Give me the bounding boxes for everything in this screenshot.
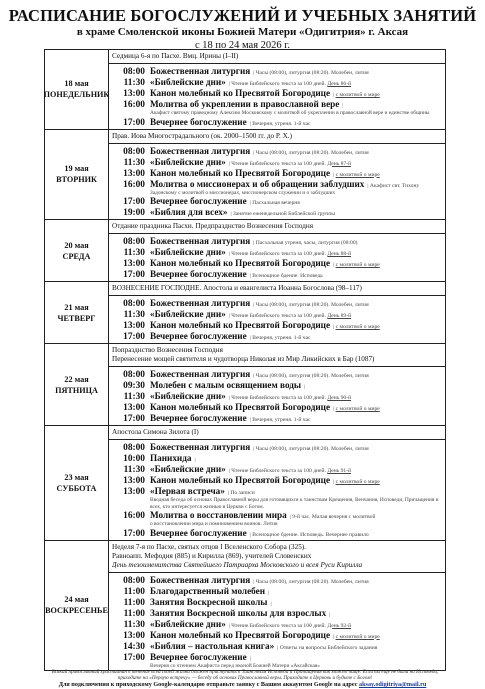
event-note: | с молитвой о мире — [333, 262, 380, 268]
event-note: | Вечерня, утреня. 1-й час — [249, 120, 311, 127]
event-list — [109, 64, 445, 129]
event-note: | — [194, 457, 196, 463]
event-time: 11:00 — [123, 586, 145, 597]
event-note-text: Всенощное бдение. Исповедь — [252, 273, 323, 279]
event-row — [109, 369, 445, 380]
event-time: 13:00 — [123, 630, 145, 641]
event-row — [109, 247, 445, 258]
event-row — [109, 630, 445, 641]
event-row — [109, 157, 445, 168]
day-cell — [45, 130, 109, 220]
event-note: | Чтение Библейского текста за 100 дней. День 88-й — [228, 251, 352, 257]
event-link[interactable]: День 92-й — [327, 622, 352, 629]
event-title: Вечернее богослужение — [150, 527, 247, 538]
feast-line — [109, 344, 445, 367]
event-note: | — [249, 655, 251, 662]
event-title: Вечернее богослужение — [150, 331, 247, 341]
event-link[interactable]: с молитвой о мире — [335, 479, 380, 485]
event-title: «Библейские дни» — [150, 391, 226, 401]
event-title: «Библейские дни» — [150, 247, 226, 257]
feast-text: Апостола Симона Зилота (I) — [112, 428, 199, 436]
event-time: 13:00 — [123, 403, 145, 413]
event-time: 11:00 — [123, 608, 145, 619]
event-note-text: Занятие еженедельной Библейской группы — [233, 211, 336, 217]
feast-text: Попразднство Вознесения Господня — [112, 346, 223, 354]
event-note: | — [329, 611, 331, 618]
feast-text: Прав. Иова Многострадального (ок. 2000–1500 гг. до Р. Х.) — [112, 131, 292, 140]
day-date: 20 мая — [64, 240, 89, 250]
event-time: 17:00 — [123, 197, 145, 207]
event-row — [109, 77, 445, 88]
event-row — [109, 99, 445, 110]
event-row — [109, 207, 445, 218]
event-list — [109, 144, 445, 220]
event-note-text: Часы (08:00), литургия (08:20). Молебен, лития — [255, 578, 369, 585]
day-date: 19 мая — [64, 164, 89, 174]
event-note-text: Чтение Библейского текста за 100 дней. — [231, 81, 328, 87]
feast-line — [109, 426, 445, 440]
feast-text: День тезоименитства Святейшего Патриарха Московского и всея Руси Кирилла — [112, 560, 363, 569]
events-cell — [109, 282, 445, 343]
event-title: Божественная литургия — [150, 66, 251, 76]
feast-text: Равноапп. Мефодия (885) и Кирилла (869), учителей Словенских — [112, 551, 312, 560]
event-row — [109, 146, 445, 157]
event-note-text: Чтение Библейского текста за 100 дней. — [231, 313, 328, 319]
calendar-subscribe-text: Для подключения к приходскому Google-календарю отправьте заявку с Вашим аккаунтом Google на адрес — [58, 681, 359, 688]
event-time: 17:00 — [123, 332, 145, 342]
event-time: 13:00 — [123, 321, 145, 331]
day-weekday: СУББОТА — [56, 483, 97, 493]
event-row — [109, 641, 445, 652]
event-row — [109, 298, 445, 309]
event-title: «Библейские дни» — [150, 77, 226, 87]
day-weekday: ВТОРНИК — [56, 175, 97, 185]
event-note: | Чтение Библейского текста за 100 дней. День 86-й — [228, 81, 352, 87]
event-note: | Часы (08:00), литургия (08:20). Молебен, лития — [253, 373, 369, 379]
day-block — [45, 281, 445, 343]
event-note: | Пасхальная утреня, часы, литургия (08:00) — [253, 240, 358, 246]
event-time: 17:00 — [123, 270, 145, 280]
event-title: Вечернее богослужение — [150, 116, 247, 127]
event-row — [109, 309, 445, 320]
event-note-text: По записи — [230, 490, 255, 496]
event-row — [109, 575, 445, 586]
event-time: 13:00 — [123, 476, 145, 486]
event-link[interactable]: День 87-й — [327, 160, 352, 167]
event-note: | — [304, 384, 306, 390]
event-title: «Библия – настольная книга» — [150, 640, 275, 651]
day-block — [45, 343, 445, 425]
event-title: Канон молебный ко Пресвятой Богородице — [150, 402, 331, 412]
event-note: | По записи — [227, 490, 255, 496]
event-note-text: Часы (08:00), литургия (08:20). Молебен, лития — [255, 70, 369, 76]
day-weekday: СРЕДА — [62, 251, 91, 261]
day-cell — [45, 344, 109, 425]
events-cell — [109, 426, 445, 540]
event-note-text: Часы (08:00), литургия (08:20). Молебен, лития — [255, 302, 369, 308]
event-row — [109, 179, 445, 190]
event-row — [109, 320, 445, 331]
event-time: 09:30 — [123, 381, 145, 391]
event-title: Канон молебный ко Пресвятой Богородице — [150, 88, 331, 98]
event-row — [109, 236, 445, 247]
day-block — [45, 50, 445, 129]
day-weekday: ЧЕТВЕРГ — [57, 313, 96, 323]
event-row — [109, 331, 445, 342]
schedule-title: РАСПИСАНИЕ БОГОСЛУЖЕНИЙ И УЧЕБНЫХ ЗАНЯТИЙ — [8, 6, 477, 25]
event-note: | Часы (08:00), литургия (08:20). Молебен, лития — [253, 446, 369, 452]
events-cell — [109, 344, 445, 425]
event-row — [109, 66, 445, 77]
day-weekday: ПОНЕДЕЛЬНИК — [43, 90, 110, 100]
event-note: | 9-й час. Малая вечерня с молитвой — [289, 514, 376, 520]
event-row — [109, 475, 445, 486]
event-row — [109, 597, 445, 608]
event-time: 11:00 — [123, 597, 145, 608]
event-note: | Вечерня, утреня. 1-й час — [249, 417, 311, 423]
event-note: | Чтение Библейского текста за 100 дней. День 90-й — [228, 395, 352, 401]
event-row — [109, 117, 445, 128]
event-time: 17:00 — [123, 528, 145, 539]
event-title: Молитва об укреплении в православной вере — [150, 99, 340, 109]
event-time: 13:00 — [123, 89, 145, 99]
event-row — [109, 586, 445, 597]
day-block — [45, 540, 445, 671]
day-block — [45, 129, 445, 220]
event-list — [109, 573, 445, 671]
event-title: Молитва о восстановлении мира — [150, 510, 287, 520]
event-title: Канон молебный ко Пресвятой Богородице — [150, 258, 331, 268]
event-title: Божественная литургия — [150, 145, 251, 156]
event-time: 13:00 — [123, 259, 145, 269]
event-note: | — [342, 103, 344, 109]
event-note: | с молитвой о мире — [333, 324, 380, 330]
day-cell — [45, 426, 109, 540]
feast-text: Перенесение мощей святителя и чудотворца Николая из Мир Ликийских в Бар (1087) — [112, 355, 375, 363]
event-subnote: Вечерня со чтением Акафиста перед иконой Божией Матери «Аксайская» — [150, 662, 320, 669]
event-title: Занятия Воскресной школы для взрослых — [150, 607, 327, 618]
event-title: Вечернее богослужение — [150, 651, 247, 662]
event-link[interactable]: День 90-й — [327, 395, 352, 401]
event-title: «Библия для всех» — [150, 207, 228, 217]
events-cell — [109, 130, 445, 220]
event-note: | с молитвой о мире — [333, 171, 380, 178]
day-date: 22 мая — [64, 374, 89, 384]
event-note: | Часы (08:00), литургия (08:20). Молебен, лития — [253, 578, 369, 585]
event-note-text: Вечерня, утреня. 1-й час — [252, 120, 311, 127]
event-time: 13:00 — [123, 168, 145, 179]
event-time: 14:30 — [123, 641, 145, 652]
day-cell — [45, 282, 109, 343]
day-cell — [45, 220, 109, 281]
event-time: 08:00 — [123, 237, 145, 247]
feast-line — [109, 130, 445, 144]
event-link[interactable]: День 89-й — [327, 313, 352, 319]
event-link[interactable]: День 91-й — [327, 468, 352, 474]
event-link[interactable]: День 88-й — [327, 251, 352, 257]
event-note-text: 9-й час. Малая вечерня с молитвой — [292, 514, 376, 520]
event-note-text: Часы (08:00), литургия (08:20). Молебен, лития — [255, 446, 369, 452]
event-row — [109, 453, 445, 464]
event-note-text: Вечерня, утреня. 1-й час — [252, 417, 311, 423]
event-subnote: Акафист святому праведному Алексию Московскому с молитвой об укреплении в православной вере и единстве общины — [150, 110, 430, 116]
day-date: 24 мая — [64, 595, 89, 605]
event-note-text: Вечерня, утреня. 1-й час — [252, 335, 311, 341]
day-cell — [45, 50, 109, 129]
event-time: 16:00 — [123, 179, 145, 190]
event-note-text: Чтение Библейского текста за 100 дней. — [231, 251, 328, 257]
event-link[interactable]: День 86-й — [327, 81, 352, 87]
event-title: Канон молебный ко Пресвятой Богородице — [150, 320, 331, 330]
day-date: 23 мая — [64, 472, 89, 482]
day-block — [45, 425, 445, 540]
event-link[interactable]: с молитвой о мире — [335, 92, 380, 98]
events-cell — [109, 50, 445, 129]
event-note-text: Чтение Библейского текста за 100 дней. — [231, 160, 328, 167]
event-time: 08:00 — [123, 370, 145, 380]
feast-line — [109, 220, 445, 234]
event-time: 08:00 — [123, 443, 145, 453]
event-subnote: Вводная беседа об основах Православной веры для готовящихся к таинствам Крещения, Венчания, Исповеди, Причащения и всех, кто интересуется жизнью в Церкви с Богом. — [150, 497, 439, 510]
event-title: Благодарственный молебен — [150, 585, 265, 596]
event-list — [109, 296, 445, 343]
event-note-text: Часы (08:00), литургия (08:20). Молебен, лития — [255, 373, 369, 379]
event-link[interactable]: с молитвой о мире — [335, 324, 380, 330]
event-row — [109, 608, 445, 619]
event-row — [109, 442, 445, 453]
event-time: 08:00 — [123, 575, 145, 586]
event-title: Божественная литургия — [150, 574, 251, 585]
event-title: Божественная литургия — [150, 442, 251, 452]
event-note: | — [268, 589, 270, 596]
day-cell — [45, 541, 109, 671]
event-title: «Библейские дни» — [150, 464, 226, 474]
event-note: | Часы (08:00), литургия (08:20). Молебен, лития — [253, 149, 369, 156]
event-note: | Чтение Библейского текста за 100 дней. День 91-й — [228, 468, 352, 474]
calendar-subscribe-note — [0, 681, 485, 689]
event-time: 08:00 — [123, 67, 145, 77]
event-note-text: Акафист свт. Тихону — [369, 182, 420, 189]
event-title: Панихида — [150, 453, 192, 463]
event-time: 13:00 — [123, 487, 145, 497]
event-note: | с молитвой о мире — [333, 92, 380, 98]
event-note-text: Часы (08:00), литургия (08:20). Молебен, лития — [255, 149, 369, 156]
event-time: 11:30 — [123, 465, 145, 475]
event-title: «Библейские дни» — [150, 618, 226, 629]
event-title: Вечернее богослужение — [150, 196, 247, 206]
event-title: Вечернее богослужение — [150, 413, 247, 423]
event-title: Божественная литургия — [150, 298, 251, 308]
event-time: 17:00 — [123, 652, 145, 663]
event-row — [109, 269, 445, 280]
event-time: 08:00 — [123, 299, 145, 309]
event-row — [109, 413, 445, 424]
footnote: Всякий православный христианин в течение всей своей жизни должен приступать к Таинствам Исповеди и Причащения как можно чаще. Если вы еще не были на Исповеди, приходите на «Первую встречу» — беседу об основах Православной веры. Приходите в Церковь и будьте с Богом! — [51, 669, 439, 681]
event-row — [109, 652, 445, 663]
event-note: | Часы (08:00), литургия (08:20). Молебен, лития — [253, 70, 369, 76]
event-note: | Чтение Библейского текста за 100 дней. День 87-й — [228, 160, 352, 167]
event-note-text: Пасхальная утреня, часы, литургия (08:00) — [255, 240, 358, 246]
event-note: | Всенощное бдение. Исповедь — [249, 273, 323, 279]
event-title: Канон молебный ко Пресвятой Богородице — [150, 475, 331, 485]
event-subnote: Задонскому с молитвой о миссионерах, миссионерском служении и о заблудших — [150, 189, 336, 196]
event-time: 11:30 — [123, 248, 145, 258]
event-time: 11:30 — [123, 78, 145, 88]
event-time: 11:30 — [123, 157, 145, 168]
event-time: 19:00 — [123, 208, 145, 218]
event-row — [109, 168, 445, 179]
event-list — [109, 234, 445, 281]
event-title: Занятия Воскресной школы — [150, 596, 268, 607]
event-note: | Чтение Библейского текста за 100 дней. День 92-й — [228, 622, 352, 629]
event-note: | — [270, 600, 272, 607]
event-time: 11:30 — [123, 310, 145, 320]
event-row — [109, 258, 445, 269]
event-note: | с молитвой о мире — [333, 479, 380, 485]
contact-email-link[interactable]: aksay.odigitriya@mail.ru — [359, 681, 427, 688]
event-note: | Чтение Библейского текста за 100 дней. День 89-й — [228, 313, 352, 319]
day-weekday: ПЯТНИЦА — [55, 385, 98, 395]
event-title: Канон молебный ко Пресвятой Богородице — [150, 167, 331, 178]
event-title: Божественная литургия — [150, 236, 251, 246]
event-note: | Акафист свт. Тихону — [367, 182, 420, 189]
day-weekday: ВОСКРЕСЕНЬЕ — [45, 606, 108, 616]
events-cell — [109, 541, 445, 671]
event-note: | Занятие еженедельной Библейской группы — [230, 211, 336, 217]
schedule-header — [0, 6, 485, 52]
feast-line — [109, 282, 445, 296]
day-date: 21 мая — [64, 302, 89, 312]
event-note-text: Чтение Библейского текста за 100 дней. — [231, 622, 328, 629]
event-time: 17:00 — [123, 414, 145, 424]
event-note-text: Чтение Библейского текста за 100 дней. — [231, 468, 328, 474]
schedule-table — [44, 49, 446, 671]
event-title: Канон молебный ко Пресвятой Богородице — [150, 629, 331, 640]
event-list — [109, 440, 445, 540]
event-row — [109, 380, 445, 391]
date-range: с 18 по 24 мая 2026 г. — [194, 40, 291, 51]
event-title: Вечернее богослужение — [150, 269, 247, 279]
event-row — [109, 619, 445, 630]
event-note-text: Чтение Библейского текста за 100 дней. — [231, 395, 328, 401]
feast-text: Неделя 7-я по Пасхе, святых отцов I Вселенского Собора (325). — [112, 542, 306, 551]
event-list — [109, 367, 445, 425]
event-title: Молитва о миссионерах и об обращении заблудших — [150, 178, 365, 189]
day-date: 18 мая — [64, 79, 89, 89]
event-note: | Вечерня, утреня. 1-й час — [249, 335, 311, 341]
event-subnote: о восстановлении мира и поминовением воинов. Лития — [150, 521, 278, 527]
event-note: | Ответы на вопросы Библейского задания — [277, 644, 378, 651]
event-title: Молебен с малым освящением воды — [150, 380, 302, 390]
event-time: 16:00 — [123, 511, 145, 521]
feast-text: ВОЗНЕСЕНИЕ ГОСПОДНЕ. Апостола и евангелиста Иоанна Богослова (98–117) — [112, 284, 362, 292]
event-title: «Библейские дни» — [150, 309, 226, 319]
event-title: «Первая встреча» — [150, 486, 225, 496]
event-note: | с молитвой о мире — [333, 406, 380, 412]
event-time: 11:30 — [123, 392, 145, 402]
feast-line — [109, 50, 445, 64]
event-note-text: Ответы на вопросы Библейского задания — [279, 644, 378, 651]
event-row — [109, 196, 445, 207]
feast-text: Седмица 6-я по Пасхе. Вмц. Ирины (I–II) — [112, 52, 239, 60]
event-link[interactable]: с молитвой о мире — [335, 633, 380, 640]
event-note: | Пасхальная вечерня — [249, 200, 300, 206]
event-time: 08:00 — [123, 146, 145, 157]
event-row — [109, 391, 445, 402]
event-row — [109, 528, 445, 539]
feast-line — [109, 541, 445, 573]
event-link[interactable]: с молитвой о мире — [335, 171, 380, 178]
event-time: 10:00 — [123, 454, 145, 464]
event-row — [109, 464, 445, 475]
event-time: 11:30 — [123, 619, 145, 630]
event-note: | Часы (08:00), литургия (08:20). Молебен, лития — [253, 302, 369, 308]
event-link[interactable]: с молитвой о мире — [335, 406, 380, 412]
day-block — [45, 219, 445, 281]
event-time: 17:00 — [123, 117, 145, 128]
events-cell — [109, 220, 445, 281]
event-note-text: Всенощное бдение. Исповедь. Вечернее правило — [252, 531, 369, 538]
event-note: | Всенощное бдение. Исповедь. Вечернее правило — [249, 531, 369, 538]
event-title: Божественная литургия — [150, 369, 251, 379]
event-row — [109, 402, 445, 413]
event-link[interactable]: с молитвой о мире — [335, 262, 380, 268]
event-row — [109, 88, 445, 99]
event-note: | с молитвой о мире — [333, 633, 380, 640]
church-subtitle: в храме Смоленской иконы Божией Матери «Одигитрия» г. Аксая — [76, 26, 409, 38]
feast-text: Отдание праздника Пасхи. Предпразднство Вознесения Господня — [112, 222, 314, 230]
event-row — [109, 510, 445, 521]
event-row — [109, 486, 445, 497]
event-note-text: Пасхальная вечерня — [252, 200, 300, 206]
event-title: «Библейские дни» — [150, 156, 226, 167]
event-time: 16:00 — [123, 100, 145, 110]
